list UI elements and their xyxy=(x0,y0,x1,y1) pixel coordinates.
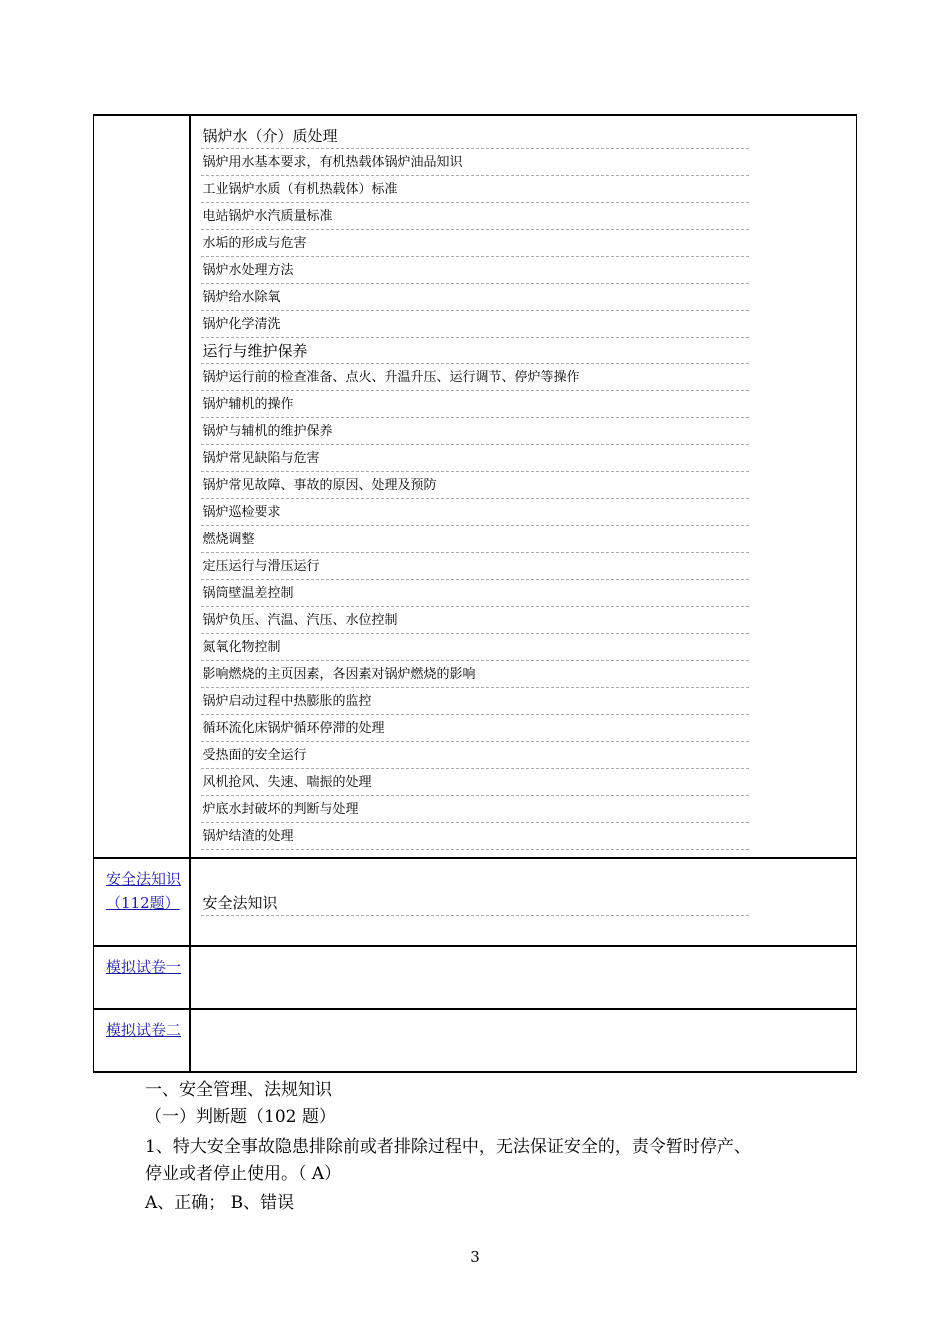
page-number: 3 xyxy=(470,1248,480,1266)
topic-item: 锅炉化学清洗 xyxy=(201,312,749,338)
topic-list xyxy=(191,859,857,923)
category-cell xyxy=(94,858,190,946)
topic-item: 受热面的安全运行 xyxy=(201,743,749,769)
topic-item: 锅炉结渣的处理 xyxy=(201,824,749,850)
table-row xyxy=(94,858,857,946)
topic-item: 锅炉辅机的操作 xyxy=(201,392,749,418)
topic-heading: 锅炉水（介）质处理 xyxy=(201,124,749,149)
category-link[interactable]: 模拟试卷二 xyxy=(106,1021,182,1039)
topic-item: 定压运行与滑压运行 xyxy=(201,554,749,580)
topic-item: 循环流化床锅炉循环停滞的处理 xyxy=(201,716,749,742)
topic-item: 锅炉常见缺陷与危害 xyxy=(201,446,749,472)
topics-cell xyxy=(190,858,857,946)
topic-item: 锅炉巡检要求 xyxy=(201,500,749,526)
topic-item: 锅炉运行前的检查准备、点火、升温升压、运行调节、停炉等操作 xyxy=(201,365,749,391)
topic-item: 电站锅炉水汽质量标准 xyxy=(201,204,749,230)
content-table xyxy=(93,114,857,1073)
topics-cell xyxy=(190,946,857,1009)
topic-item: 工业锅炉水质（有机热载体）标准 xyxy=(201,177,749,203)
topic-list xyxy=(191,116,857,857)
topic-item: 影响燃烧的主页因素，各因素对锅炉燃烧的影响 xyxy=(201,662,749,688)
answer-options: A、正确； B、错误 xyxy=(145,1193,295,1213)
topic-item: 锅炉给水除氧 xyxy=(201,285,749,311)
topic-item: 氮氧化物控制 xyxy=(201,635,749,661)
topic-item: 锅筒壁温差控制 xyxy=(201,581,749,607)
category-cell xyxy=(94,115,190,858)
topic-item: 锅炉水处理方法 xyxy=(201,258,749,284)
topic-heading: 安全法知识 xyxy=(201,891,749,916)
question-line-1: 1、特大安全事故隐患排除前或者排除过程中，无法保证安全的，责令暂时停产、 xyxy=(145,1137,751,1157)
topic-item: 锅炉负压、汽温、汽压、水位控制 xyxy=(201,608,749,634)
subsection-title: （一）判断题（102 题） xyxy=(145,1107,336,1127)
topic-item: 风机抢风、失速、喘振的处理 xyxy=(201,770,749,796)
category-link[interactable]: 安全法知识（112题） xyxy=(106,870,182,912)
category-cell xyxy=(94,946,190,1009)
topic-heading: 运行与维护保养 xyxy=(201,339,749,364)
topics-cell xyxy=(190,1009,857,1072)
topic-item: 锅炉启动过程中热膨胀的监控 xyxy=(201,689,749,715)
table-row xyxy=(94,1009,857,1072)
topic-item: 燃烧调整 xyxy=(201,527,749,553)
category-link[interactable]: 模拟试卷一 xyxy=(106,958,182,976)
table-row xyxy=(94,946,857,1009)
question-line-2: 停业或者停止使用。（ A） xyxy=(145,1164,342,1184)
topics-cell xyxy=(190,115,857,858)
topic-item: 锅炉与辅机的维护保养 xyxy=(201,419,749,445)
section-title: 一、安全管理、法规知识 xyxy=(145,1080,332,1100)
topic-item: 锅炉常见故障、事故的原因、处理及预防 xyxy=(201,473,749,499)
category-cell xyxy=(94,1009,190,1072)
table-row xyxy=(94,115,857,858)
topic-item: 锅炉用水基本要求，有机热载体锅炉油品知识 xyxy=(201,150,749,176)
topic-item: 炉底水封破坏的判断与处理 xyxy=(201,797,749,823)
topic-item: 水垢的形成与危害 xyxy=(201,231,749,257)
